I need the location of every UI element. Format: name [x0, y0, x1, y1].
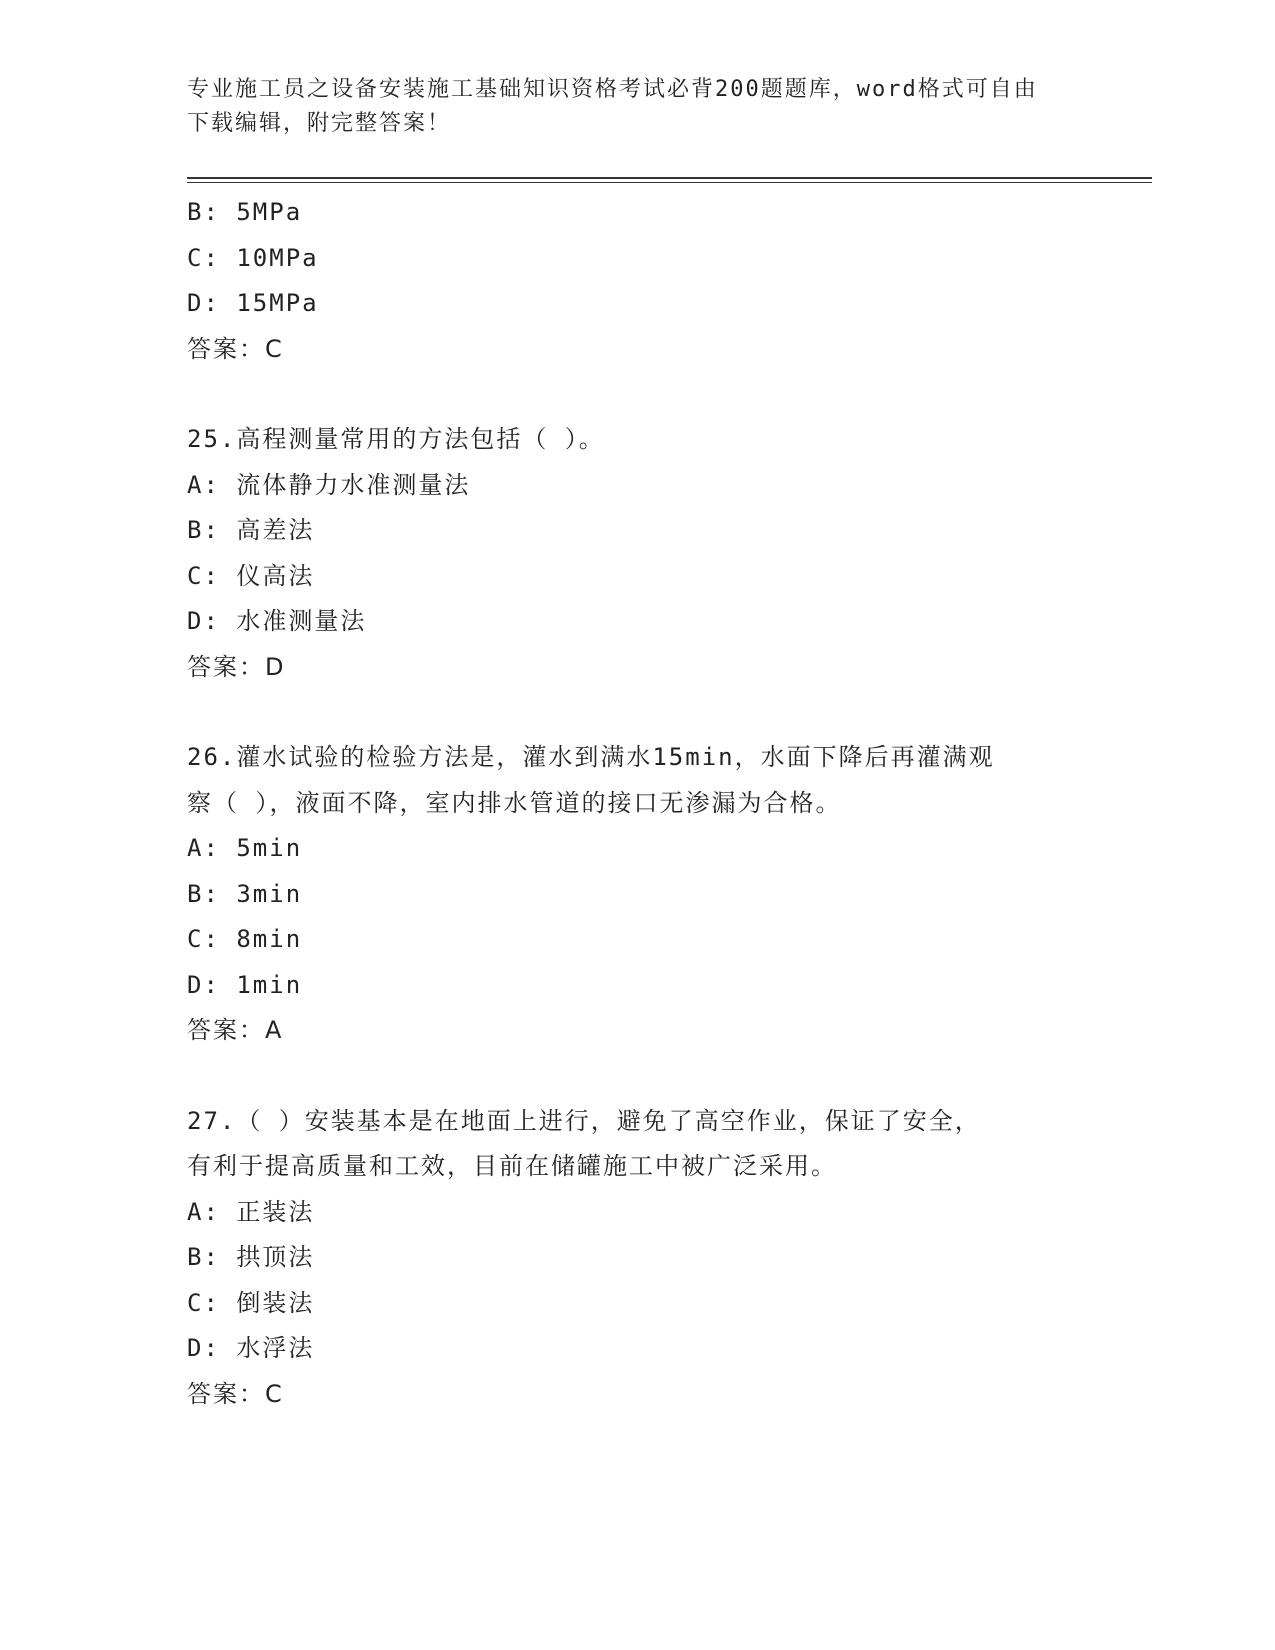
answer-line: 答案：C [187, 1379, 284, 1408]
option-c: C: 仪高法 [187, 561, 315, 590]
question-25 [187, 417, 1087, 690]
option-d: D: 15MPa [187, 289, 319, 317]
header-title-line-1: 专业施工员之设备安装施工基础知识资格考试必背200题题库，word格式可自由 [187, 77, 1038, 102]
question-24-continuation [187, 190, 1087, 372]
answer-line: 答案：A [187, 1016, 284, 1044]
option-a: A: 正装法 [187, 1197, 315, 1226]
header-title-line-2: 下载编辑，附完整答案！ [187, 111, 452, 136]
option-b: B: 3min [187, 879, 303, 908]
option-a: A: 流体静力水准测量法 [187, 470, 471, 499]
option-d: D: 水浮法 [187, 1334, 315, 1362]
question-text-line-2: 有利于提高质量和工效，目前在储罐施工中被广泛采用。 [187, 1152, 837, 1180]
document-header [187, 73, 1067, 141]
question-26 [187, 735, 1087, 1054]
answer-line: 答案：D [187, 652, 286, 681]
option-a: A: 5min [187, 834, 303, 862]
option-d: D: 1min [187, 970, 303, 999]
answer-line: 答案：C [187, 334, 284, 363]
question-text-line-1: 27.（ ）安装基本是在地面上进行，避免了高空作业，保证了安全， [187, 1106, 981, 1135]
option-b: B: 高差法 [187, 516, 315, 544]
option-b: B: 拱顶法 [187, 1243, 315, 1271]
header-divider-thin [187, 182, 1152, 183]
option-d: D: 水准测量法 [187, 607, 367, 635]
option-c: C: 倒装法 [187, 1288, 315, 1317]
question-text: 25.高程测量常用的方法包括（ ）。 [187, 425, 605, 453]
question-list [187, 190, 1087, 1417]
question-text-line-2: 察（ ），液面不降，室内排水管道的接口无渗漏为合格。 [187, 788, 842, 817]
header-divider-thick [187, 177, 1152, 179]
question-27 [187, 1099, 1087, 1418]
option-c: C: 8min [187, 925, 303, 953]
option-b: B: 5MPa [187, 198, 303, 226]
question-text-line-1: 26.灌水试验的检验方法是，灌水到满水15min，水面下降后再灌满观 [187, 743, 995, 771]
option-c: C: 10MPa [187, 243, 319, 272]
